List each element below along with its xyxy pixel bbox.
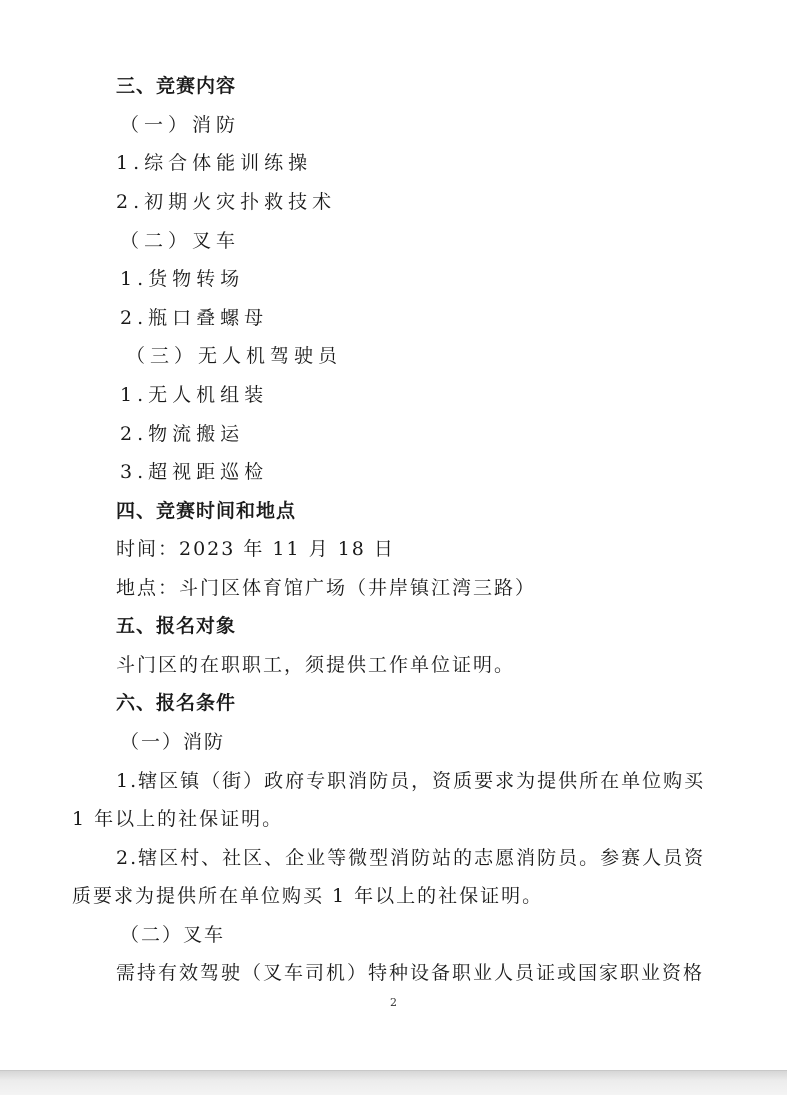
- paragraph-line: 2.辖区村、社区、企业等微型消防站的志愿消防员。参赛人员资: [116, 847, 706, 869]
- subsection-drone: （三）无人机驾驶员: [126, 345, 343, 367]
- subsection-forklift: （二）叉车: [120, 230, 241, 252]
- viewer-bottom-edge: [0, 1070, 787, 1095]
- list-item: 1.无人机组装: [120, 384, 269, 406]
- paragraph-line: 质要求为提供所在单位购买 1 年以上的社保证明。: [72, 885, 544, 907]
- page-number: 2: [390, 996, 397, 1009]
- event-location: 地点：斗门区体育馆广场（井岸镇江湾三路）: [116, 577, 537, 599]
- paragraph: 斗门区的在职职工，须提供工作单位证明。: [116, 654, 516, 676]
- section-heading-5: 五、报名对象: [116, 615, 237, 637]
- paragraph-line: 需持有效驾驶（叉车司机）特种设备职业人员证或国家职业资格: [116, 962, 705, 984]
- list-item: 2.瓶口叠螺母: [120, 307, 269, 329]
- subsection-fire: （一）消防: [120, 731, 226, 753]
- list-item: 2.初期火灾扑救技术: [116, 191, 337, 213]
- list-item: 1.综合体能训练操: [116, 152, 313, 174]
- section-heading-3: 三、竞赛内容: [116, 75, 237, 97]
- subsection-forklift: （二）叉车: [120, 924, 226, 946]
- event-time: 时间：2023 年 11 月 18 日: [116, 538, 395, 560]
- list-item: 2.物流搬运: [120, 423, 245, 445]
- subsection-fire: （一）消防: [120, 114, 241, 136]
- list-item: 1.货物转场: [120, 268, 245, 290]
- section-heading-6: 六、报名条件: [116, 692, 237, 714]
- paragraph-line: 1 年以上的社保证明。: [72, 808, 284, 830]
- section-heading-4: 四、竞赛时间和地点: [116, 500, 297, 522]
- paragraph-line: 1.辖区镇（街）政府专职消防员，资质要求为提供所在单位购买: [116, 770, 706, 792]
- list-item: 3.超视距巡检: [120, 461, 269, 483]
